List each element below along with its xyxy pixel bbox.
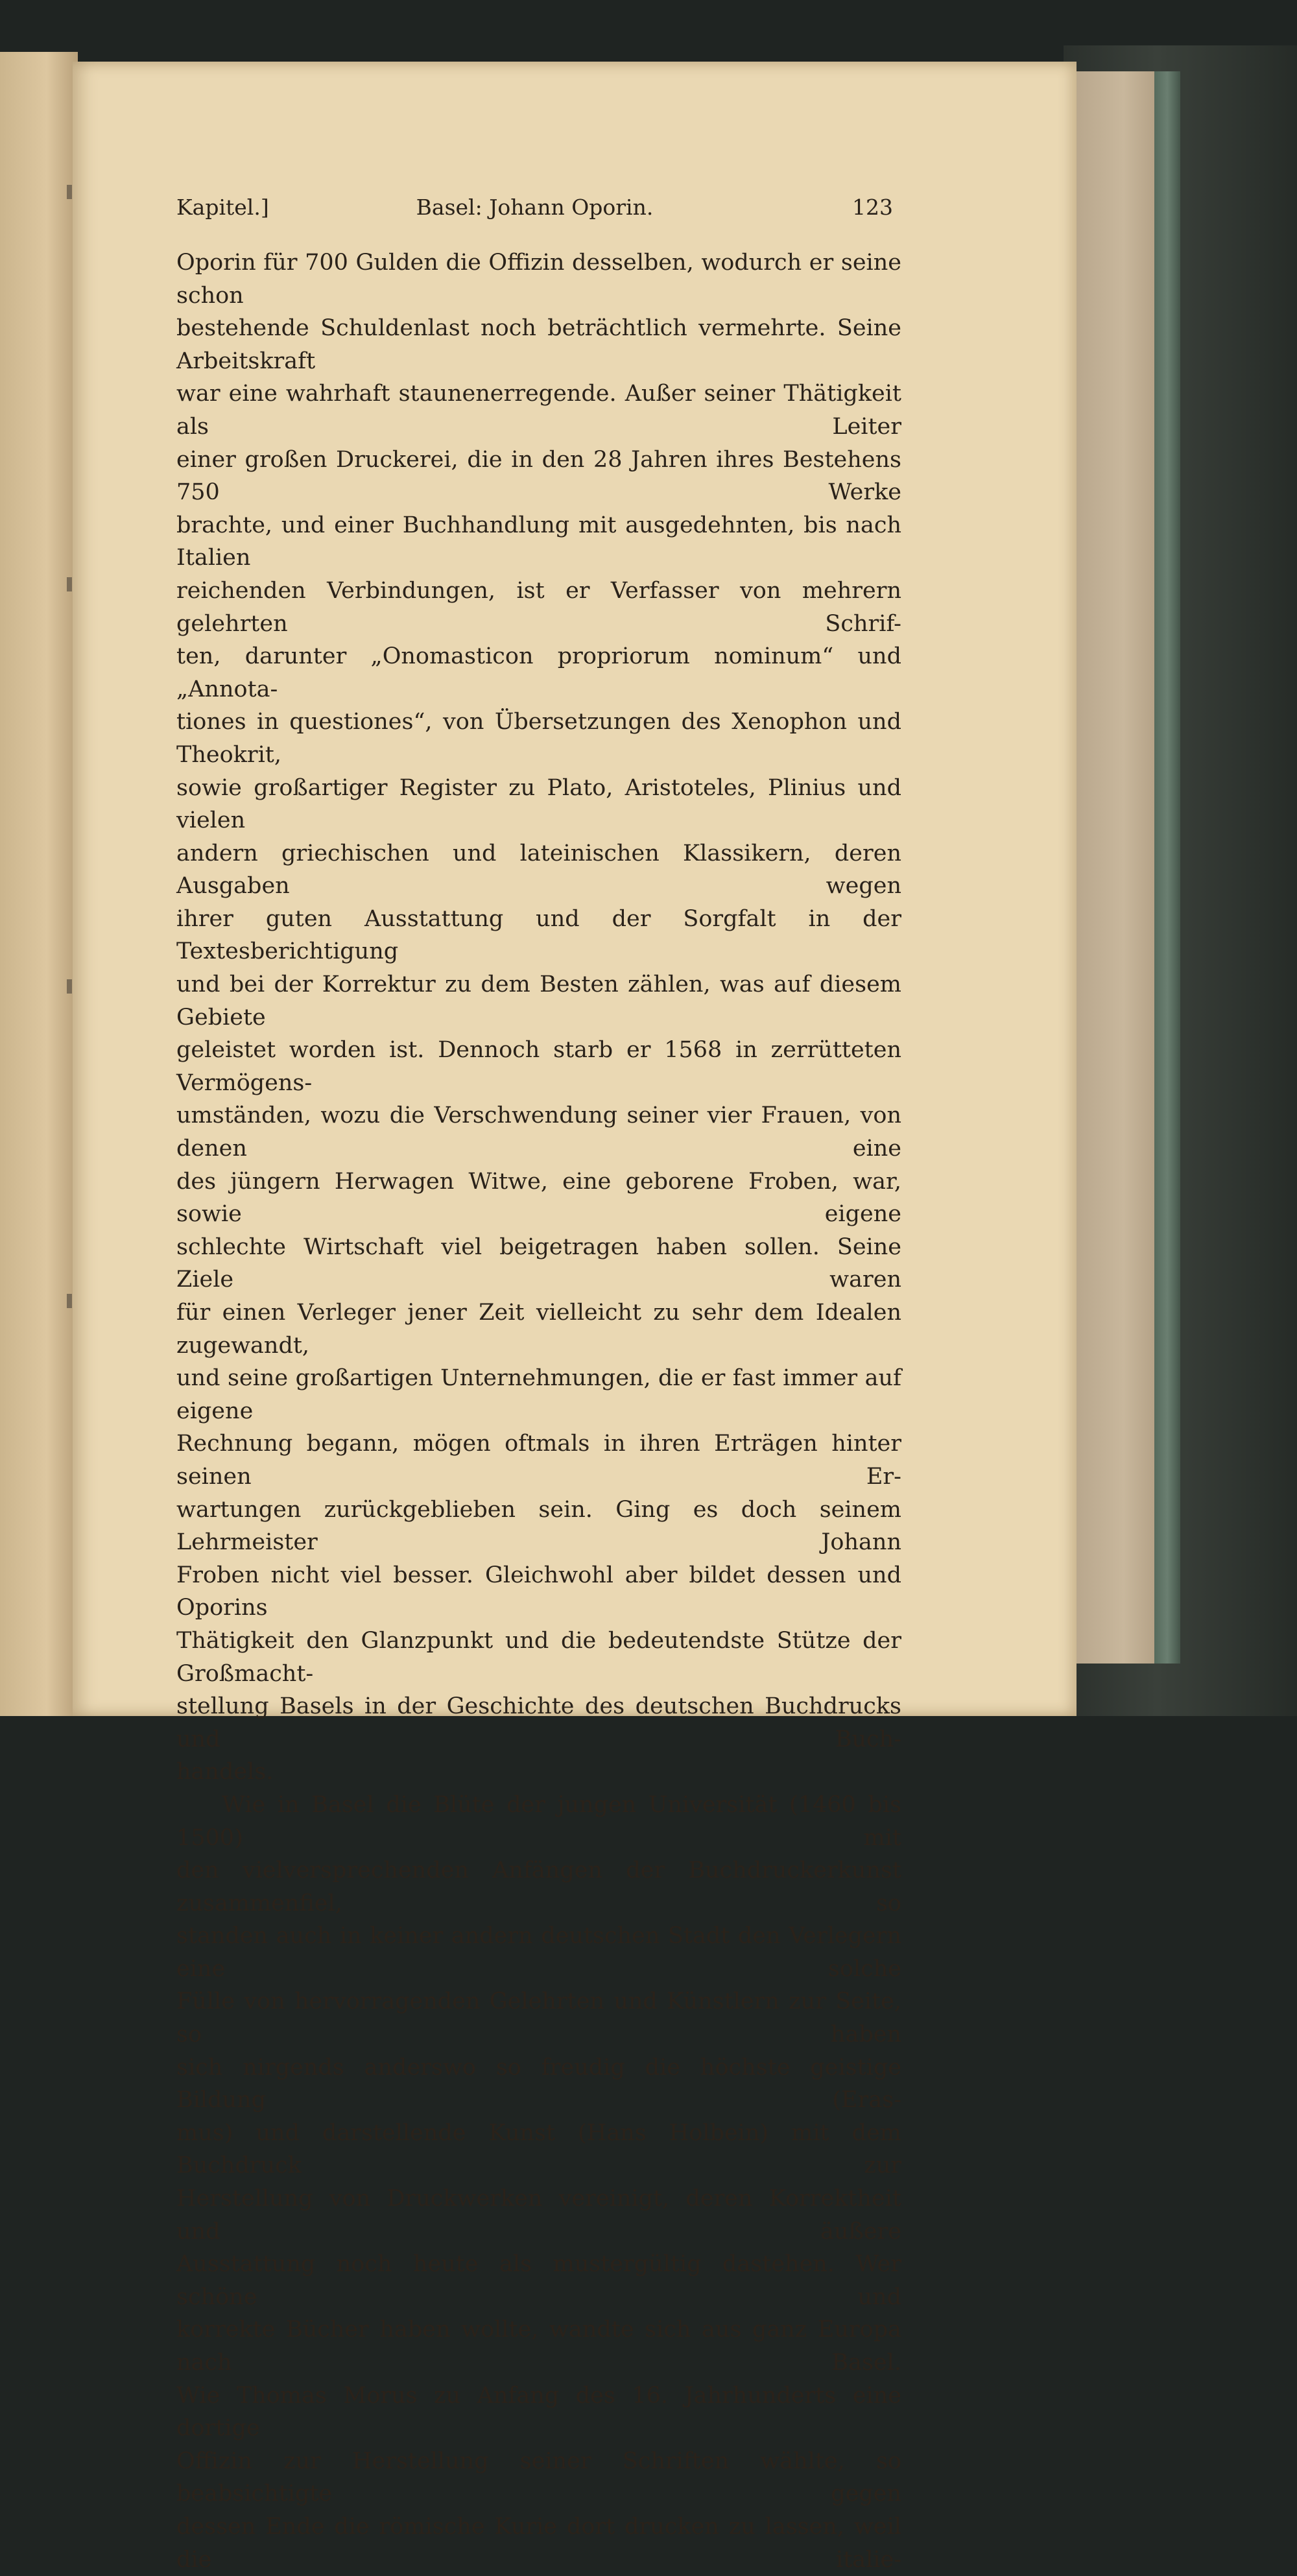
text-line: tiones in questiones“, von Übersetzungen des Xenophon und Theokrit,	[176, 709, 901, 768]
body-text	[176, 246, 901, 2576]
page-number: 123	[852, 195, 893, 220]
text-line: und seine großartigen Unternehmungen, die er fast immer auf eigene	[176, 1365, 901, 1424]
text-line: handels.	[176, 1759, 274, 1785]
text-line: Froben nicht viel besser. Gleichwohl aber bildet dessen und Oporins	[176, 1562, 901, 1621]
text-line: brachte, und einer Buchhandlung mit ausgedehnten, bis nach Italien	[176, 512, 901, 571]
margin-mark	[67, 185, 72, 199]
text-line: ihrer guten Ausstattung und der Sorgfalt in der Textesberichtigung	[176, 905, 901, 965]
text-line: für einen Verleger jener Zeit vielleicht zu sehr dem Idealen zugewandt,	[176, 1300, 901, 1359]
text-line: standen auch in keiner andern deutschen Stadt den Verlegern eine solche	[176, 1923, 901, 1982]
paragraph-1	[176, 246, 901, 1789]
text-line: Herstellung von Druckwerken vereinigt, deren Korrektheit und äußere	[176, 2186, 901, 2245]
text-line: Oporin für 700 Gulden die Offizin desselben, wodurch er seine schon	[176, 250, 901, 309]
text-line: korrekte Bücher haben wollte, wandte sich aus ganz Europa nach Basel.	[176, 2317, 901, 2376]
text-line: Wie Thomas Morus zu Anfang des 16. Jahrhunderts eine dortige	[176, 2382, 901, 2442]
text-line: umständen, wozu die Verschwendung seiner vier Frauen, von denen eine	[176, 1103, 901, 1162]
running-header-title: Basel: Johann Oporin.	[416, 195, 654, 220]
binding-strip	[1154, 71, 1180, 1664]
running-header	[176, 195, 893, 233]
text-line: einer großen Druckerei, die in den 28 Jahren ihres Bestehens 750 Werke	[176, 446, 901, 506]
text-line: Ausstattung noch heute als mustergültig dastehen. Wer schöne und	[176, 2251, 901, 2310]
text-line: Thätigkeit den Glanzpunkt und die bedeutendste Stütze der Großmacht-	[176, 1627, 901, 1687]
margin-mark	[67, 979, 72, 994]
margin-mark	[67, 577, 72, 591]
paragraph-2	[176, 1789, 901, 2576]
text-line: des jüngern Herwagen Witwe, eine geborene Froben, war, sowie eigene	[176, 1168, 901, 1228]
text-line: Wie in Basel die Blüte der jungen Universität (1460 bis 1500) mit	[176, 1791, 901, 1851]
margin-mark	[67, 1294, 72, 1308]
text-line: war eine wahrhaft staunenerregende. Außer seiner Thätigkeit als Leiter	[176, 381, 901, 440]
text-line: andern griechischen und lateinischen Klassikern, deren Ausgaben wegen	[176, 840, 901, 900]
text-line: dessen Ende die römische Kurie dort drucken zu lassen, weil die italie-	[176, 2513, 901, 2573]
text-line: stellung Basels in der Geschichte des deutschen Buchdrucks und Buch-	[176, 1693, 901, 1752]
text-line: bestehende Schuldenlast noch beträchtlich vermehrte. Seine Arbeitskraft	[176, 315, 901, 374]
text-line: geleistet worden ist. Dennoch starb er 1568 in zerrütteten Vermögens-	[176, 1037, 901, 1096]
text-line: Rechnung begann, mögen oftmals in ihren Erträgen hinter seinen Er-	[176, 1431, 901, 1490]
facing-page-edge	[0, 52, 78, 1716]
running-header-left: Kapitel.]	[176, 195, 269, 220]
text-line: sowie großartiger Register zu Plato, Aristoteles, Plinius und vielen	[176, 774, 901, 834]
text-line: sich nirgends anderswo so freudig die höchste geistige Bildung (Eras-	[176, 2054, 901, 2114]
text-line: ten, darunter „Onomasticon propriorum nominum“ und „Annota-	[176, 643, 901, 702]
text-line: schlechte Wirtschaft viel beigetragen haben sollen. Seine Ziele waren	[176, 1234, 901, 1293]
text-line: wartungen zurückgeblieben sein. Ging es doch seinem Lehrmeister Johann	[176, 1496, 901, 1556]
text-line: mus) und darstellende Kunst (Hans Holbein) mit dem Buchdruck zur	[176, 2119, 901, 2179]
text-line: und bei der Korrektur zu dem Besten zählen, was auf diesem Gebiete	[176, 972, 901, 1031]
text-line: Offizin zur Herstellung seiner Schriften wählte, so beabsichtigte gegen	[176, 2448, 901, 2507]
text-line: reichenden Verbindungen, ist er Verfasser von mehrern gelehrten Schrif-	[176, 577, 901, 637]
text-line: den vielversprechenden Anfängen der Buchdruckerkunst zusammenfiel, so	[176, 1857, 901, 1916]
text-line: Fülle von hervorragenden Gelehrten und Künstlern zur Seite, so haben	[176, 1988, 901, 2048]
